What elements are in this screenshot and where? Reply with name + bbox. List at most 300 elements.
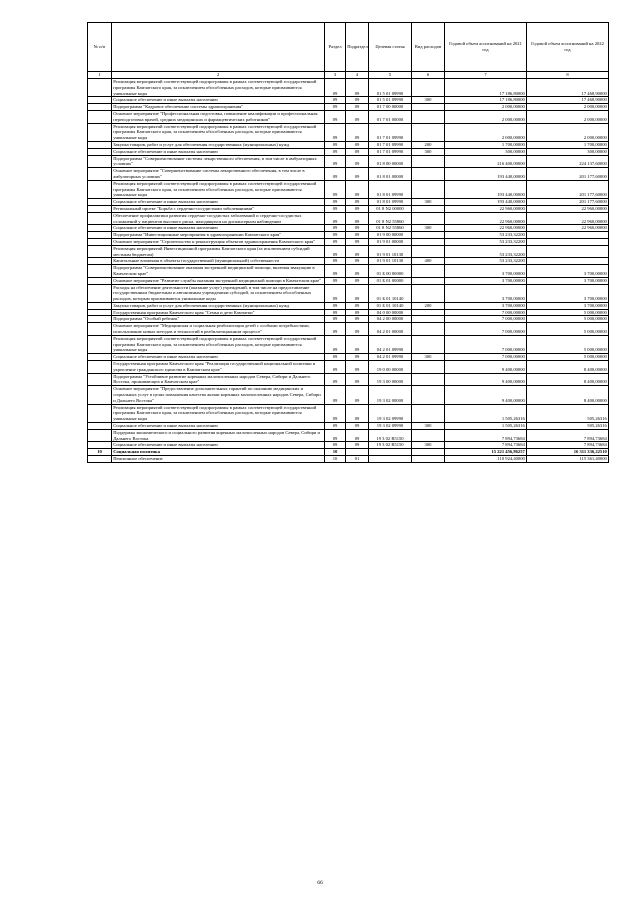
- row-amount-2022: 201 177,60000: [527, 199, 609, 206]
- row-section: 09: [325, 225, 346, 232]
- row-amount-2022: 22 960,00000: [527, 212, 609, 225]
- row-exptype: [412, 449, 445, 456]
- row-number: [88, 265, 112, 278]
- row-amount-2022: 5 000,00000: [527, 354, 609, 361]
- table-row: [88, 449, 609, 456]
- table-row: [88, 265, 609, 278]
- row-number: [88, 212, 112, 225]
- row-section: 09: [325, 258, 346, 265]
- row-number: 10: [88, 449, 112, 456]
- row-number: [88, 423, 112, 430]
- row-exptype: 200: [412, 141, 445, 148]
- row-amount-2022: 17 468,90000: [527, 79, 609, 97]
- row-number: [88, 104, 112, 111]
- row-exptype: [412, 123, 445, 141]
- row-name: Социальное обеспечение и иные выплаты населению: [112, 442, 325, 449]
- row-exptype: [412, 386, 445, 404]
- row-amount-2022: 201 177,60000: [527, 180, 609, 198]
- row-number: [88, 155, 112, 168]
- table-row: [88, 361, 609, 374]
- row-amount-2021: 216 400,00000: [445, 155, 527, 168]
- row-subsection: 09: [346, 123, 369, 141]
- row-section: 09: [325, 386, 346, 404]
- row-amount-2022: 7 894,73684: [527, 429, 609, 442]
- row-subsection: 09: [346, 148, 369, 155]
- row-exptype: [412, 232, 445, 239]
- table-row: [88, 148, 609, 155]
- row-subsection: 09: [346, 110, 369, 123]
- row-number: [88, 199, 112, 206]
- row-number: [88, 442, 112, 449]
- row-amount-2022: 8 400,00000: [527, 386, 609, 404]
- row-target: 01 7 01 09990: [369, 148, 412, 155]
- row-target: 01 9 01 00000: [369, 238, 412, 245]
- row-amount-2021: 3 700,00000: [445, 277, 527, 284]
- row-name: Реализация мероприятий соответствующей подпрограммы в рамках соответствующей государственной программы Камчатского края, за исключением обособленных расходов, которые присваиваются уникальные коды: [112, 404, 325, 422]
- row-amount-2022: [527, 232, 609, 239]
- row-section: 09: [325, 302, 346, 309]
- table-row: [88, 199, 609, 206]
- row-subsection: 01: [346, 456, 369, 463]
- row-section: 09: [325, 79, 346, 97]
- row-amount-2021: 53 233,32200: [445, 258, 527, 265]
- row-target: 01 7 01 09990: [369, 123, 412, 141]
- row-section: 09: [325, 373, 346, 386]
- row-section: 09: [325, 361, 346, 374]
- row-amount-2021: 22 960,00000: [445, 205, 527, 212]
- col-number: 7: [445, 72, 527, 79]
- row-exptype: [412, 277, 445, 284]
- table-row: [88, 373, 609, 386]
- row-amount-2022: 2 000,00000: [527, 104, 609, 111]
- row-exptype: [412, 404, 445, 422]
- row-amount-2021: 7 894,73684: [445, 429, 527, 442]
- table-header-row: [88, 23, 609, 72]
- table-row: [88, 123, 609, 141]
- table-row: [88, 79, 609, 97]
- table-row: [88, 386, 609, 404]
- row-amount-2022: 3 700,00000: [527, 302, 609, 309]
- row-name: Подпрограмма "Совершенствование системы лекарственного обеспечения, в том числе в амбулаторных условиях": [112, 155, 325, 168]
- row-name: Расходы на обеспечение деятельности (оказание услуг) учреждений, в том числе на предоставление государственным бюджетным и автономным учреждениям субсидий, за исключением обособленных расходов, которым присваиваются уникальные коды: [112, 284, 325, 302]
- table-row: [88, 232, 609, 239]
- row-number: [88, 110, 112, 123]
- row-amount-2021: 2 000,00000: [445, 123, 527, 141]
- row-name: Подпрограмма "Особый ребенок": [112, 316, 325, 323]
- row-exptype: [412, 205, 445, 212]
- row-target: 01 8 01 00000: [369, 168, 412, 181]
- row-subsection: [346, 449, 369, 456]
- row-name: Подпрограмма "Устойчивое развитие коренных малочисленных народов Севера, Сибири и Дальнего Востока, проживающих в Камчатском крае": [112, 373, 325, 386]
- row-section: 09: [325, 442, 346, 449]
- row-number: [88, 205, 112, 212]
- row-amount-2022: 8 400,00000: [527, 361, 609, 374]
- row-number: [88, 404, 112, 422]
- table-row: [88, 316, 609, 323]
- row-target: 19 3 00 00000: [369, 373, 412, 386]
- row-name: Реализация мероприятий соответствующей подпрограммы в рамках соответствующей государственной программы Камчатского края, за исключением обособленных расходов, которые присваиваются уникальные коды: [112, 123, 325, 141]
- row-section: 09: [325, 232, 346, 239]
- row-amount-2021: 53 233,32200: [445, 232, 527, 239]
- row-name: Социальная политика: [112, 449, 325, 456]
- row-name: Реализация мероприятий соответствующей подпрограммы в рамках соответствующей государственной программы Камчатского края, за исключением обособленных расходов, которые присваиваются уникальные коды: [112, 180, 325, 198]
- row-section: 09: [325, 199, 346, 206]
- row-number: [88, 284, 112, 302]
- row-name: Основное мероприятие "Профессиональная подготовка, повышение квалификации и профессиональная переподготовка врачей, средних медицинских и фармацевтических работников": [112, 110, 325, 123]
- row-number: [88, 361, 112, 374]
- row-name: Подпрограмма "Инвестиционные мероприятия в здравоохранении Камчатского края": [112, 232, 325, 239]
- table-row: [88, 258, 609, 265]
- row-name: Реализация мероприятий Инвестиционной программы Камчатского края (за исключением субсидий местным бюджетам): [112, 245, 325, 258]
- row-amount-2022: 5 000,00000: [527, 323, 609, 336]
- row-amount-2021: 7 894,73684: [445, 442, 527, 449]
- row-amount-2022: 5 000,00000: [527, 309, 609, 316]
- table-row: [88, 323, 609, 336]
- row-amount-2022: 2 000,00000: [527, 123, 609, 141]
- row-amount-2021: 7 000,00000: [445, 354, 527, 361]
- row-amount-2021: 22 960,00000: [445, 212, 527, 225]
- row-amount-2021: 110 924,40000: [445, 456, 527, 463]
- table-body: [88, 79, 609, 463]
- row-amount-2021: 17 186,80000: [445, 79, 527, 97]
- row-exptype: [412, 212, 445, 225]
- row-subsection: 09: [346, 354, 369, 361]
- row-target: 01 9 00 00000: [369, 232, 412, 239]
- row-name: Закупка товаров, работ и услуг для обеспечения государственных (муниципальных) нужд: [112, 141, 325, 148]
- table-row: [88, 277, 609, 284]
- row-target: 19 0 00 00000: [369, 361, 412, 374]
- row-section: 09: [325, 148, 346, 155]
- row-exptype: [412, 361, 445, 374]
- row-name: Социальное обеспечение и иные выплаты населению: [112, 423, 325, 430]
- row-number: [88, 302, 112, 309]
- row-target: 01 Б 00 00000: [369, 265, 412, 278]
- row-number: [88, 309, 112, 316]
- row-exptype: 300: [412, 148, 445, 155]
- row-number: [88, 429, 112, 442]
- row-exptype: [412, 309, 445, 316]
- row-number: [88, 180, 112, 198]
- row-target: 04 0 00 00000: [369, 309, 412, 316]
- row-subsection: 09: [346, 168, 369, 181]
- row-target: 01 9 01 10130: [369, 245, 412, 258]
- row-name: Социальное обеспечение и иные выплаты населению: [112, 225, 325, 232]
- row-amount-2021: 7 000,00000: [445, 335, 527, 353]
- row-number: [88, 148, 112, 155]
- row-section: 09: [325, 354, 346, 361]
- row-target: [369, 449, 412, 456]
- row-number: [88, 373, 112, 386]
- row-section: 09: [325, 335, 346, 353]
- row-amount-2021: 1 505,26316: [445, 423, 527, 430]
- row-subsection: 09: [346, 323, 369, 336]
- row-number: [88, 123, 112, 141]
- row-amount-2022: 16 311 336,22510: [527, 449, 609, 456]
- row-exptype: 300: [412, 97, 445, 104]
- row-name: Основное мероприятие "Строительство и реконструкция объектов здравоохранения Камчатского края": [112, 238, 325, 245]
- row-number: [88, 245, 112, 258]
- row-name: Социальное обеспечение и иные выплаты населению: [112, 97, 325, 104]
- row-target: 04 2 00 00000: [369, 316, 412, 323]
- row-amount-2021: 53 233,32200: [445, 245, 527, 258]
- table-row: [88, 168, 609, 181]
- row-exptype: [412, 238, 445, 245]
- row-number: [88, 238, 112, 245]
- budget-table: [87, 22, 609, 463]
- row-subsection: 09: [346, 205, 369, 212]
- row-target: 04 2 01 09990: [369, 335, 412, 353]
- row-subsection: 09: [346, 335, 369, 353]
- row-section: 09: [325, 429, 346, 442]
- column-number-row: [88, 72, 609, 79]
- row-section: 09: [325, 284, 346, 302]
- row-name: Основное мероприятие "Предоставление дополнительных гарантий по оказанию медицинских и социальных услуг в целях повышения качества жизни коренных малочисленных народов Севера, Сибири и Дальнего Востока": [112, 386, 325, 404]
- row-amount-2022: 1 700,00000: [527, 141, 609, 148]
- row-subsection: 09: [346, 302, 369, 309]
- row-target: 01 5 01 09990: [369, 97, 412, 104]
- table-row: [88, 245, 609, 258]
- row-section: 09: [325, 423, 346, 430]
- table-row: [88, 335, 609, 353]
- row-amount-2021: 2 000,00000: [445, 110, 527, 123]
- row-exptype: [412, 284, 445, 302]
- row-target: 04 2 01 00000: [369, 323, 412, 336]
- row-amount-2022: 3 700,00000: [527, 284, 609, 302]
- row-target: 01 Б 01 00000: [369, 277, 412, 284]
- row-number: [88, 316, 112, 323]
- row-number: [88, 354, 112, 361]
- row-number: [88, 277, 112, 284]
- col-number: 8: [527, 72, 609, 79]
- row-amount-2022: 2 000,00000: [527, 110, 609, 123]
- row-target: [369, 456, 412, 463]
- row-subsection: 09: [346, 258, 369, 265]
- row-subsection: 09: [346, 104, 369, 111]
- row-amount-2021: 7 000,00000: [445, 323, 527, 336]
- col-number: 5: [369, 72, 412, 79]
- table-row: [88, 404, 609, 422]
- row-section: 09: [325, 265, 346, 278]
- row-amount-2022: [527, 245, 609, 258]
- row-number: [88, 258, 112, 265]
- row-amount-2022: 22 960,00000: [527, 225, 609, 232]
- row-target: 01 8 01 09990: [369, 180, 412, 198]
- row-name: Социальное обеспечение и иные выплаты населению: [112, 148, 325, 155]
- row-exptype: 300: [412, 423, 445, 430]
- row-exptype: [412, 429, 445, 442]
- row-exptype: [412, 335, 445, 353]
- row-name: Основное мероприятие "Медицинская и социальная реабилитация детей с особыми потребностями, использование новых методов и технологий в реабилитационном процессе": [112, 323, 325, 336]
- table-row: [88, 205, 609, 212]
- row-target: 01 8 00 00000: [369, 155, 412, 168]
- row-amount-2021: 3 700,00000: [445, 284, 527, 302]
- table-row: [88, 110, 609, 123]
- row-target: 19 3 02 09990: [369, 404, 412, 422]
- row-name: Реализация мероприятий соответствующей подпрограммы в рамках соответствующей государственной программы Камчатского края, за исключением обособленных расходов, которые присваиваются уникальные коды: [112, 335, 325, 353]
- col-number: 2: [112, 72, 325, 79]
- table-row: [88, 429, 609, 442]
- row-amount-2022: 300,00000: [527, 148, 609, 155]
- row-number: [88, 456, 112, 463]
- row-exptype: [412, 110, 445, 123]
- table-row: [88, 456, 609, 463]
- table-row: [88, 225, 609, 232]
- row-amount-2022: [527, 258, 609, 265]
- row-exptype: [412, 168, 445, 181]
- row-amount-2022: 5 000,00000: [527, 335, 609, 353]
- row-target: 01 8 N2 55860: [369, 225, 412, 232]
- row-subsection: 09: [346, 442, 369, 449]
- row-target: 19 3 02 R5150: [369, 429, 412, 442]
- row-number: [88, 97, 112, 104]
- row-section: 09: [325, 404, 346, 422]
- row-exptype: [412, 456, 445, 463]
- row-target: 19 3 02 00000: [369, 386, 412, 404]
- table-row: [88, 141, 609, 148]
- row-name: Подпрограмма "Кадровое обеспечение системы здравоохранения": [112, 104, 325, 111]
- row-name: Реализация мероприятий соответствующей подпрограммы в рамках соответствующей государственной программы Камчатского края, за исключением обособленных расходов, которые присваиваются уникальные коды: [112, 79, 325, 97]
- row-name: Региональный проект "Борьба с сердечно-сосудистыми заболеваниями": [112, 205, 325, 212]
- row-section: 10: [325, 449, 346, 456]
- row-amount-2021: 2 000,00000: [445, 104, 527, 111]
- row-target: 01 Б 01 10140: [369, 284, 412, 302]
- row-subsection: 09: [346, 141, 369, 148]
- table-row: [88, 97, 609, 104]
- row-section: 09: [325, 104, 346, 111]
- row-exptype: [412, 155, 445, 168]
- header-section: Раздел: [325, 23, 346, 72]
- row-exptype: 200: [412, 302, 445, 309]
- row-amount-2021: 53 233,32200: [445, 238, 527, 245]
- row-exptype: 400: [412, 258, 445, 265]
- row-exptype: [412, 373, 445, 386]
- row-target: 01 8 N2 00000: [369, 205, 412, 212]
- col-number: 6: [412, 72, 445, 79]
- row-number: [88, 335, 112, 353]
- table-row: [88, 354, 609, 361]
- header-subsection: Подраздел: [346, 23, 369, 72]
- row-subsection: 09: [346, 429, 369, 442]
- row-target: 19 3 02 09990: [369, 423, 412, 430]
- row-amount-2021: 7 000,00000: [445, 316, 527, 323]
- row-subsection: 09: [346, 265, 369, 278]
- row-amount-2021: 7 000,00000: [445, 309, 527, 316]
- row-subsection: 09: [346, 225, 369, 232]
- row-amount-2022: 5 000,00000: [527, 316, 609, 323]
- row-amount-2021: 193 440,00000: [445, 180, 527, 198]
- row-section: 09: [325, 205, 346, 212]
- row-subsection: 09: [346, 155, 369, 168]
- header-num: № п/п: [88, 23, 112, 72]
- row-section: 10: [325, 456, 346, 463]
- row-amount-2021: 3 700,00000: [445, 302, 527, 309]
- row-exptype: 300: [412, 354, 445, 361]
- table-row: [88, 238, 609, 245]
- row-target: 19 3 02 R5150: [369, 442, 412, 449]
- row-subsection: 09: [346, 212, 369, 225]
- row-amount-2021: 193 440,00000: [445, 199, 527, 206]
- table-row: [88, 284, 609, 302]
- row-amount-2022: 7 894,73684: [527, 442, 609, 449]
- row-target: 04 2 01 09990: [369, 354, 412, 361]
- row-section: 09: [325, 277, 346, 284]
- row-amount-2021: 9 400,00000: [445, 361, 527, 374]
- row-amount-2022: 3 700,00000: [527, 265, 609, 278]
- row-name: Обеспечение профилактики развития сердечно-сосудистых заболеваний и сердечно-сосудистых осложнений у пациентов высокого риска, находящихся на диспансерном наблюдении: [112, 212, 325, 225]
- row-exptype: [412, 245, 445, 258]
- row-subsection: 09: [346, 386, 369, 404]
- table-row: [88, 212, 609, 225]
- row-exptype: [412, 79, 445, 97]
- table-row: [88, 302, 609, 309]
- row-subsection: 09: [346, 238, 369, 245]
- row-exptype: [412, 104, 445, 111]
- row-amount-2022: 201 177,60000: [527, 168, 609, 181]
- row-target: 01 9 01 10130: [369, 258, 412, 265]
- table-row: [88, 442, 609, 449]
- row-subsection: 09: [346, 309, 369, 316]
- row-exptype: 300: [412, 199, 445, 206]
- row-number: [88, 323, 112, 336]
- row-amount-2022: 8 400,00000: [527, 373, 609, 386]
- row-amount-2022: 505,26316: [527, 404, 609, 422]
- row-amount-2022: 505,26316: [527, 423, 609, 430]
- table-row: [88, 309, 609, 316]
- row-subsection: 09: [346, 245, 369, 258]
- row-section: 09: [325, 123, 346, 141]
- col-number: 1: [88, 72, 112, 79]
- row-number: [88, 141, 112, 148]
- row-section: 09: [325, 180, 346, 198]
- row-subsection: 09: [346, 373, 369, 386]
- row-name: Основное мероприятие "Совершенствование системы лекарственного обеспечения, в том числе в амбулаторных условиях": [112, 168, 325, 181]
- row-target: 01 5 01 09990: [369, 79, 412, 97]
- row-number: [88, 232, 112, 239]
- row-target: 01 7 01 09990: [369, 141, 412, 148]
- row-amount-2021: 22 960,00000: [445, 225, 527, 232]
- row-name: Закупка товаров, работ и услуг для обеспечения государственных (муниципальных) нужд: [112, 302, 325, 309]
- row-section: 09: [325, 110, 346, 123]
- row-amount-2022: 224 137,60000: [527, 155, 609, 168]
- row-subsection: 09: [346, 199, 369, 206]
- col-number: 4: [346, 72, 369, 79]
- row-exptype: 300: [412, 225, 445, 232]
- row-amount-2022: 17 468,90000: [527, 97, 609, 104]
- table-row: [88, 423, 609, 430]
- row-exptype: 300: [412, 442, 445, 449]
- row-target: 01 7 00 00000: [369, 104, 412, 111]
- table-row: [88, 180, 609, 198]
- row-subsection: 09: [346, 423, 369, 430]
- header-exptype: Вид расходов: [412, 23, 445, 72]
- row-section: 09: [325, 141, 346, 148]
- row-number: [88, 225, 112, 232]
- row-section: 09: [325, 97, 346, 104]
- row-name: Государственная программа Камчатского края "Семья и дети Камчатки": [112, 309, 325, 316]
- row-subsection: 09: [346, 97, 369, 104]
- row-section: 09: [325, 309, 346, 316]
- row-name: Основное мероприятие "Развитие службы оказания экстренной медицинской помощи в Камчатском крае": [112, 277, 325, 284]
- row-amount-2021: 1 700,00000: [445, 141, 527, 148]
- header-name: [112, 23, 325, 72]
- row-number: [88, 168, 112, 181]
- row-subsection: 09: [346, 404, 369, 422]
- header-target: Целевая статья: [369, 23, 412, 72]
- row-amount-2021: 3 700,00000: [445, 265, 527, 278]
- row-amount-2021: 9 400,00000: [445, 373, 527, 386]
- row-section: 09: [325, 323, 346, 336]
- row-amount-2021: 15 221 456,86257: [445, 449, 527, 456]
